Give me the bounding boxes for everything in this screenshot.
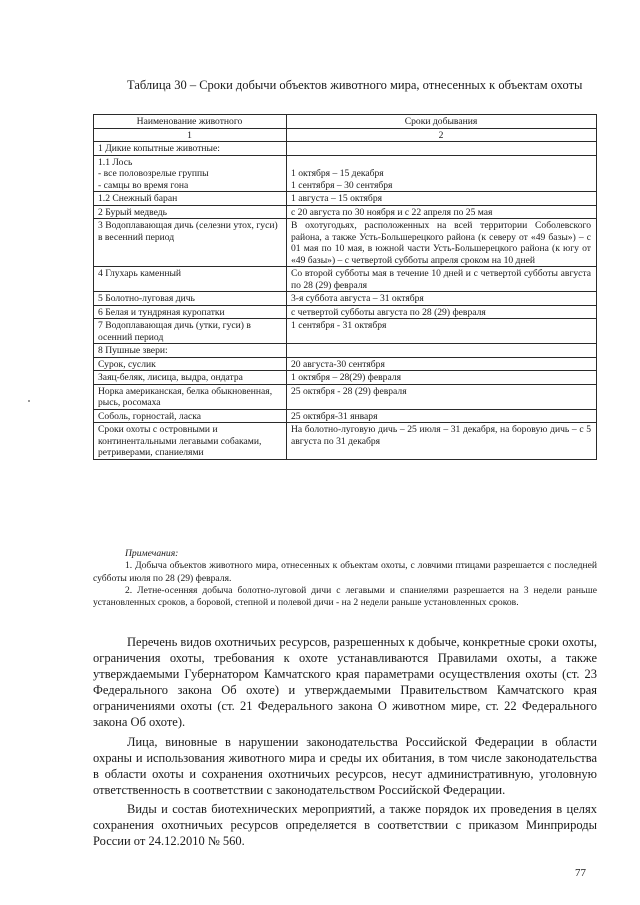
hunting-period-cell: 1 октября – 15 декабря 1 сентября – 30 сентября [287, 155, 597, 192]
table-row [94, 357, 597, 371]
animal-name-cell: 1.1 Лось - все половозрелые группы - самцы во время гона [94, 155, 287, 192]
table-row [94, 142, 597, 156]
table-row [94, 371, 597, 385]
body-text [93, 634, 597, 852]
hunting-period-cell: с 20 августа по 30 ноября и с 22 апреля по 25 мая [287, 205, 597, 219]
animal-name-cell: 1.2 Снежный баран [94, 192, 287, 206]
animal-name-cell: Сроки охоты с островными и континентальными легавыми собаками, ретриверами, спаниелями [94, 423, 287, 460]
scan-mark [28, 400, 30, 402]
animal-name-cell: 7 Водоплавающая дичь (утки, гуси) в осенний период [94, 319, 287, 344]
table-row [94, 192, 597, 206]
hunting-period-cell: с четвертой субботы августа по 28 (29) февраля [287, 305, 597, 319]
hunting-period-cell: 3-я суббота августа – 31 октября [287, 292, 597, 306]
page-number: 77 [575, 867, 586, 879]
hunting-periods-table [93, 114, 597, 460]
paragraph-2: Лица, виновные в нарушении законодательства Российской Федерации в области охраны и использования животного мира и среды их обитания, в том числе законодательства в области охоты и сохранения охотничьих ресурсов, несут административную, уголовную ответственность в соответствии с законодательством Российской Федерации. [93, 734, 597, 797]
table-number-row [94, 128, 597, 142]
hunting-period-cell: 1 октября – 28(29) февраля [287, 371, 597, 385]
notes-block [93, 548, 597, 609]
animal-name-cell: 3 Водоплавающая дичь (селезни утох, гуси) в весенний период [94, 219, 287, 267]
animal-name-cell: 5 Болотно-луговая дичь [94, 292, 287, 306]
hunting-period-cell [287, 344, 597, 358]
hunting-period-cell: 25 октября-31 января [287, 409, 597, 423]
table-row [94, 155, 597, 192]
table-row [94, 423, 597, 460]
animal-name-cell: Норка американская, белка обыкновенная, рысь, росомаха [94, 384, 287, 409]
table-row [94, 205, 597, 219]
paragraph-1: Перечень видов охотничьих ресурсов, разрешенных к добыче, конкретные сроки охоты, ограничения охоты, требования к охоте устанавливаются Правилами охоты, а также утверждаемыми Губернатором Камчатского края параметрами осуществления охоты (ст. 23 Федерального закона Об охоте) и утверждаемыми Правительством Камчатского края ограничениями охоты (ст. 21 Федерального закона О животном мире, ст. 22 Федерального закона Об охоте). [93, 635, 597, 730]
column-number-2: 2 [287, 128, 597, 142]
header-hunting-period: Сроки добывания [287, 115, 597, 129]
animal-name-cell: Соболь, горностай, ласка [94, 409, 287, 423]
table-caption: Таблица 30 – Сроки добычи объектов животного мира, отнесенных к объектам охоты [127, 78, 583, 92]
hunting-period-cell: 1 сентября - 31 октября [287, 319, 597, 344]
animal-name-cell: 1 Дикие копытные животные: [94, 142, 287, 156]
column-number-1: 1 [94, 128, 287, 142]
hunting-period-cell: На болотно-луговую дичь – 25 июля – 31 декабря, на боровую дичь – с 5 августа по 31 декабря [287, 423, 597, 460]
animal-name-cell: Сурок, суслик [94, 357, 287, 371]
paragraph-3: Виды и состав биотехнических мероприятий, а также порядок их проведения в целях сохранения охотничьих ресурсов определяется в соответствии с приказом Минприроды России от 24.12.2010 № 560. [93, 801, 597, 849]
table-row [94, 267, 597, 292]
table-row [94, 292, 597, 306]
hunting-period-cell: В охотугодьях, расположенных на всей территории Соболевского района, а также Усть-Большерецкого района (к северу от «49 базы») – с 01 мая по 10 мая, в южной части Усть-Большерецкого района (к югу от «49 базы») – с четвертой субботы апреля сроком на 10 дней [287, 219, 597, 267]
table-row [94, 384, 597, 409]
notes-heading: Примечания: [125, 548, 179, 559]
animal-name-cell: 2 Бурый медведь [94, 205, 287, 219]
table-row [94, 409, 597, 423]
animal-name-cell: 8 Пушные звери: [94, 344, 287, 358]
header-animal-name: Наименование животного [94, 115, 287, 129]
hunting-period-cell [287, 142, 597, 156]
table-row [94, 305, 597, 319]
hunting-period-cell: Со второй субботы мая в течение 10 дней и с четвертой субботы августа по 28 (29) февраля [287, 267, 597, 292]
hunting-period-cell: 1 августа – 15 октября [287, 192, 597, 206]
hunting-period-cell: 25 октября - 28 (29) февраля [287, 384, 597, 409]
animal-name-cell: 4 Глухарь каменный [94, 267, 287, 292]
table-row [94, 344, 597, 358]
animal-name-cell: 6 Белая и тундряная куропатки [94, 305, 287, 319]
animal-name-cell: Заяц-беляк, лисица, выдра, ондатра [94, 371, 287, 385]
table-row [94, 319, 597, 344]
table-row [94, 219, 597, 267]
hunting-period-cell: 20 августа-30 сентября [287, 357, 597, 371]
table-header-row [94, 115, 597, 129]
note-item-2: 2. Летне-осенняя добыча болотно-луговой дичи с легавыми и спаниелями разрешается на 3 недели раньше установленных сроков, а боровой, степной и полевой дичи - на 2 недели раньше установленных сроков. [93, 584, 597, 609]
note-item-1: 1. Добыча объектов животного мира, отнесенных к объектам охоты, с ловчими птицами разрешается с последней субботы июля по 28 (29) февраля. [93, 560, 597, 584]
